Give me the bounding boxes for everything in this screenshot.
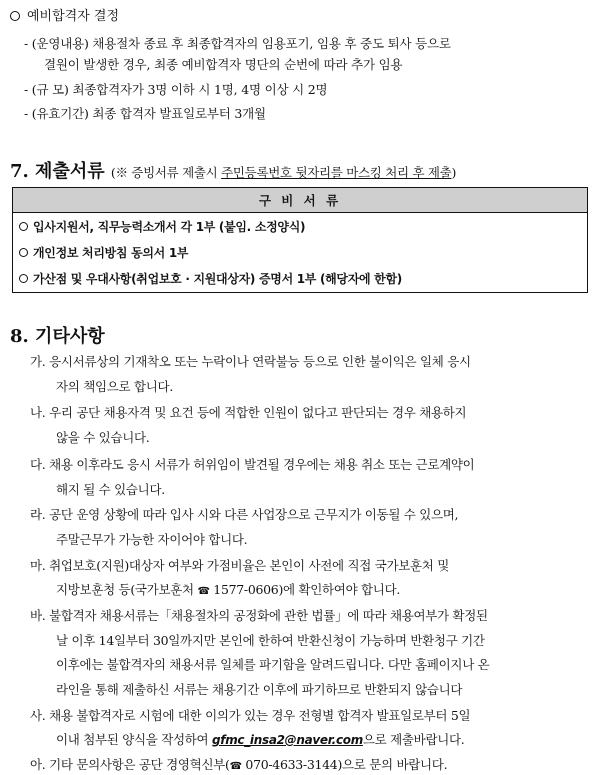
item-na-cont: 않을 수 있습니다. xyxy=(56,430,150,445)
reserve-line-4: - (유효기간) 최종 합격자 발표일로부터 3개월 xyxy=(24,106,266,121)
item-ra-cont: 주말근무가 가능한 자이어야 합니다. xyxy=(56,532,248,547)
item-sa: 사. 채용 불합격자로 시험에 대한 이의가 있는 경우 전형별 합격자 발표일로부터 5일 xyxy=(30,708,471,723)
reserve-line-1: - (운영내용) 채용절차 종료 후 최종합격자의 임용포기, 임용 후 중도 퇴사 등으로 xyxy=(24,36,451,51)
contact-email-link[interactable]: gfmc_insa2@naver.com xyxy=(212,733,363,747)
item-ba-cont-1: 날 이후 14일부터 30일까지만 본인에 한하여 반환신청이 가능하며 반환청구 기간 xyxy=(56,633,485,648)
table-header: 구 비 서 류 xyxy=(13,188,587,213)
item-sa-cont: 이내 첨부된 양식을 작성하여 gfmc_insa2@naver.com으로 제출바랍니다. xyxy=(56,732,465,747)
phone-icon: ☎ xyxy=(229,761,242,772)
table-row: 개인정보 처리방침 동의서 1부 xyxy=(13,239,587,265)
circle-bullet-icon xyxy=(19,274,28,283)
item-ga-cont: 자의 책임으로 합니다. xyxy=(56,379,173,394)
reserve-line-2: 결원이 발생한 경우, 최종 예비합격자 명단의 순번에 따라 추가 임용 xyxy=(44,57,403,72)
table-row: 가산점 및 우대사항(취업보호 · 지원대상자) 증명서 1부 (해당자에 한함) xyxy=(13,265,587,291)
item-ma: 마. 취업보호(지원)대상자 여부와 가점비율은 본인이 사전에 직접 국가보훈처 및 xyxy=(30,558,450,573)
phone-icon: ☎ xyxy=(197,586,210,597)
item-ba-cont-2: 이후에는 불합격자의 채용서류 일체를 파기함을 알려드립니다. 다만 홈페이지나 온 xyxy=(56,657,490,672)
section-7-note: (※ 증빙서류 제출시 주민등록번호 뒷자리를 마스킹 처리 후 제출) xyxy=(110,165,457,180)
item-ma-cont: 지방보훈청 등(국가보훈처 ☎ 1577-0606)에 확인하여야 합니다. xyxy=(56,582,401,597)
item-ga: 가. 응시서류상의 기재착오 또는 누락이나 연락불능 등으로 인한 불이익은 일체 응시 xyxy=(30,354,471,369)
item-ba: 바. 불합격자 채용서류는「채용절차의 공정화에 관한 법률」에 따라 채용여부가 확정된 xyxy=(30,608,488,623)
required-documents-table xyxy=(12,187,588,293)
item-na: 나. 우리 공단 채용자격 및 요건 등에 적합한 인원이 없다고 판단되는 경우 채용하지 xyxy=(30,405,467,420)
reserve-line-3: - (규 모) 최종합격자가 3명 이하 시 1명, 4명 이상 시 2명 xyxy=(24,82,328,97)
section-7-title: 7. 제출서류 (※ 증빙서류 제출시 주민등록번호 뒷자리를 마스킹 처리 후 제출) xyxy=(10,161,457,182)
item-da: 다. 채용 이후라도 응시 서류가 허위임이 발견될 경우에는 채용 취소 또는 근로계약이 xyxy=(30,457,475,472)
item-ra: 라. 공단 운영 상황에 따라 입사 시와 다른 사업장으로 근무지가 이동될 수 있으며, xyxy=(30,507,459,522)
table-row: 입사지원서, 직무능력소개서 각 1부 (붙임. 소정양식) xyxy=(13,213,587,239)
item-a: 아. 기타 문의사항은 공단 경영혁신부(☎ 070-4633-3144)으로 문의 바랍니다. xyxy=(30,757,448,772)
reserve-heading: 예비합격자 결정 xyxy=(10,5,119,24)
item-ba-cont-3: 라인을 통해 제출하신 서류는 채용기간 이후에 파기하므로 반환되지 않습니다 xyxy=(56,682,463,697)
section-8-title: 8. 기타사항 xyxy=(10,326,105,347)
item-da-cont: 해지 될 수 있습니다. xyxy=(56,482,165,497)
circle-bullet-icon xyxy=(19,248,28,257)
circle-bullet-icon xyxy=(10,11,20,21)
circle-bullet-icon xyxy=(19,222,28,231)
